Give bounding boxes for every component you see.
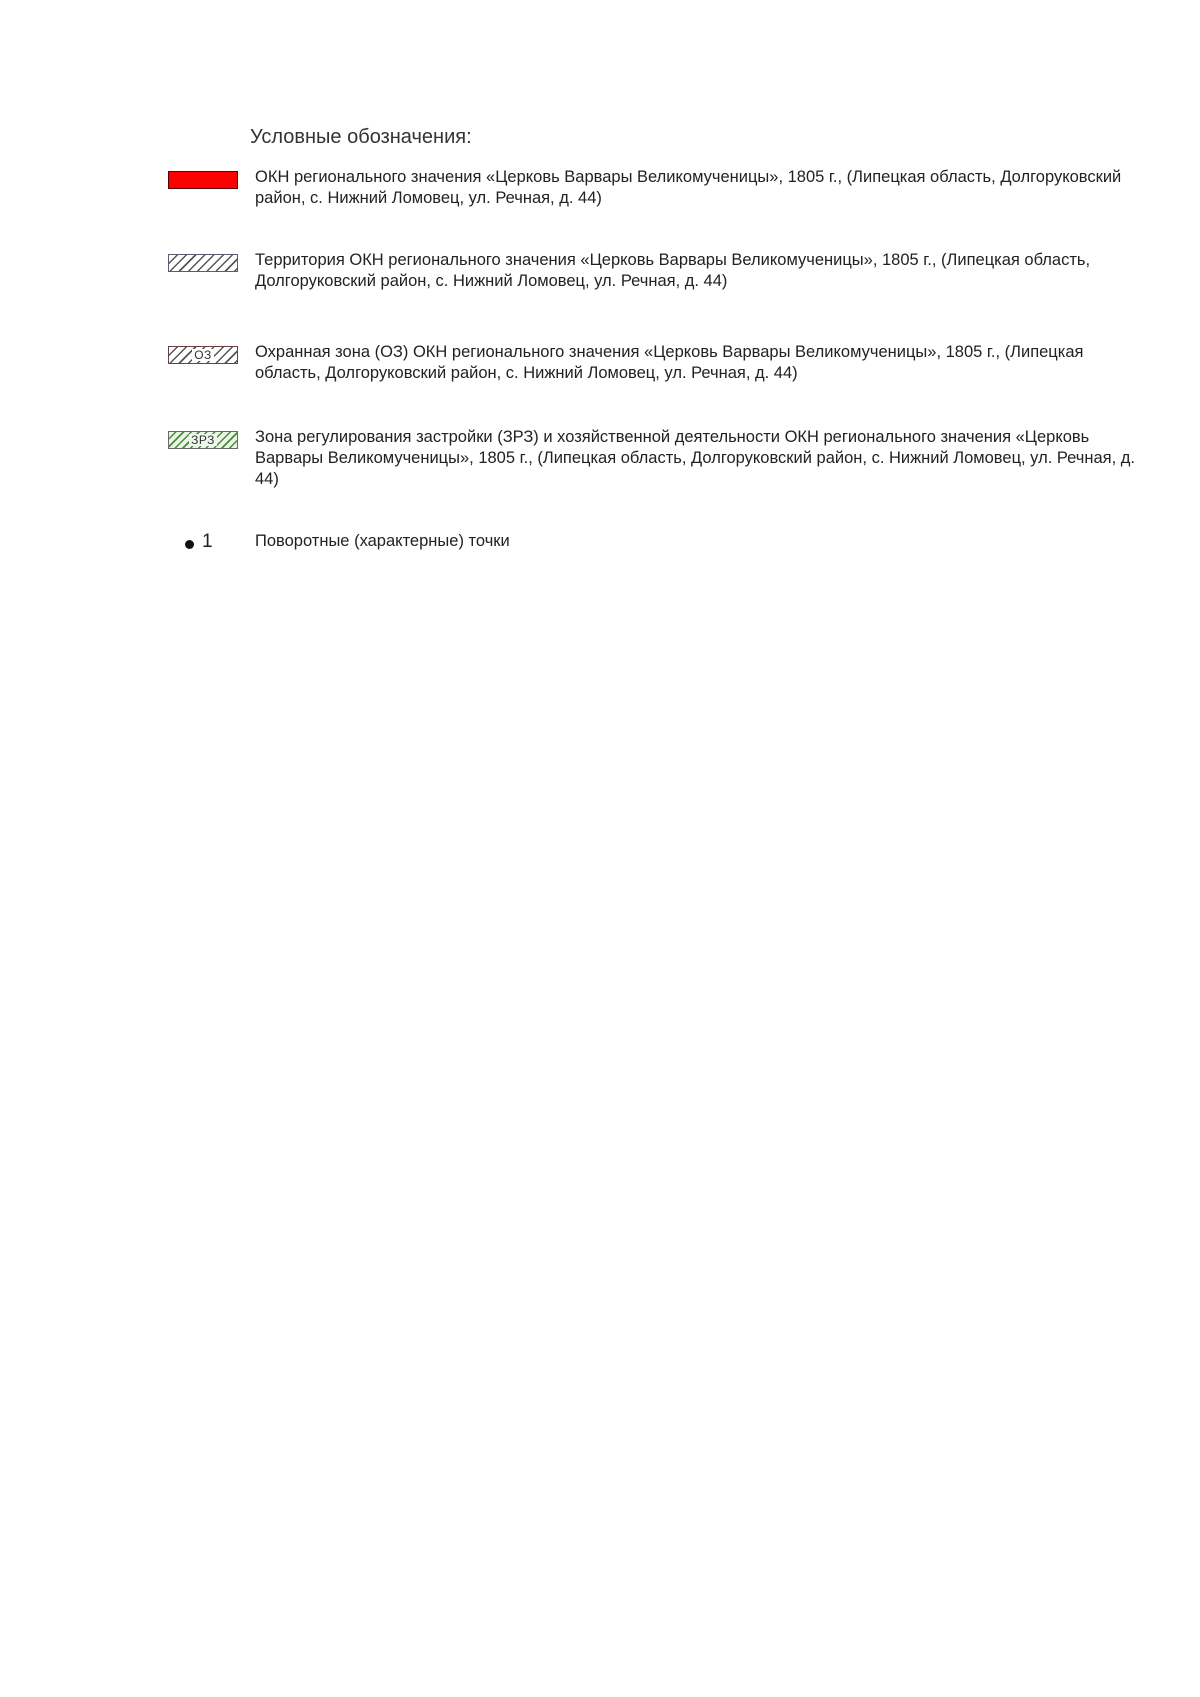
- oz-hatch-icon: [168, 346, 238, 364]
- territory-hatch-icon: [168, 254, 238, 272]
- oz-symbol-label: ОЗ: [194, 348, 212, 362]
- okn-red-rectangle-icon: [168, 171, 238, 189]
- legend-title: Условные обозначения:: [250, 126, 472, 148]
- point-dot-icon: [185, 540, 194, 549]
- legend-item-okn-text: ОКН регионального значения «Церковь Варвары Великомученицы», 1805 г., (Липецкая область, Долгоруковский район, с. Нижний Ломовец, ул. Речная, д. 44): [255, 168, 1122, 207]
- legend-item-points-text: Поворотные (характерные) точки: [255, 532, 510, 550]
- point-number: 1: [202, 531, 213, 552]
- legend-item-oz-text: Охранная зона (ОЗ) ОКН регионального значения «Церковь Варвары Великомученицы», 1805 г., (Липецкая область, Долгоруковский район, с. Нижний Ломовец, ул. Речная, д. 44): [255, 343, 1084, 382]
- zrz-symbol-label: ЗРЗ: [191, 433, 215, 447]
- zrz-hatch-icon: [168, 431, 238, 449]
- legend-item-territory-text: Территория ОКН регионального значения «Церковь Варвары Великомученицы», 1805 г., (Липецкая область, Долгоруковский район, с. Нижний Ломовец, ул. Речная, д. 44): [255, 251, 1091, 290]
- turning-point-icon: [185, 531, 213, 553]
- legend-item-zrz-text: Зона регулирования застройки (ЗРЗ) и хозяйственной деятельности ОКН регионального значения «Церковь Варвары Великомученицы», 1805 г., (Липецкая область, Долгоруковский район, с. Нижний Ломовец, ул. Речная, д. 44): [255, 428, 1135, 488]
